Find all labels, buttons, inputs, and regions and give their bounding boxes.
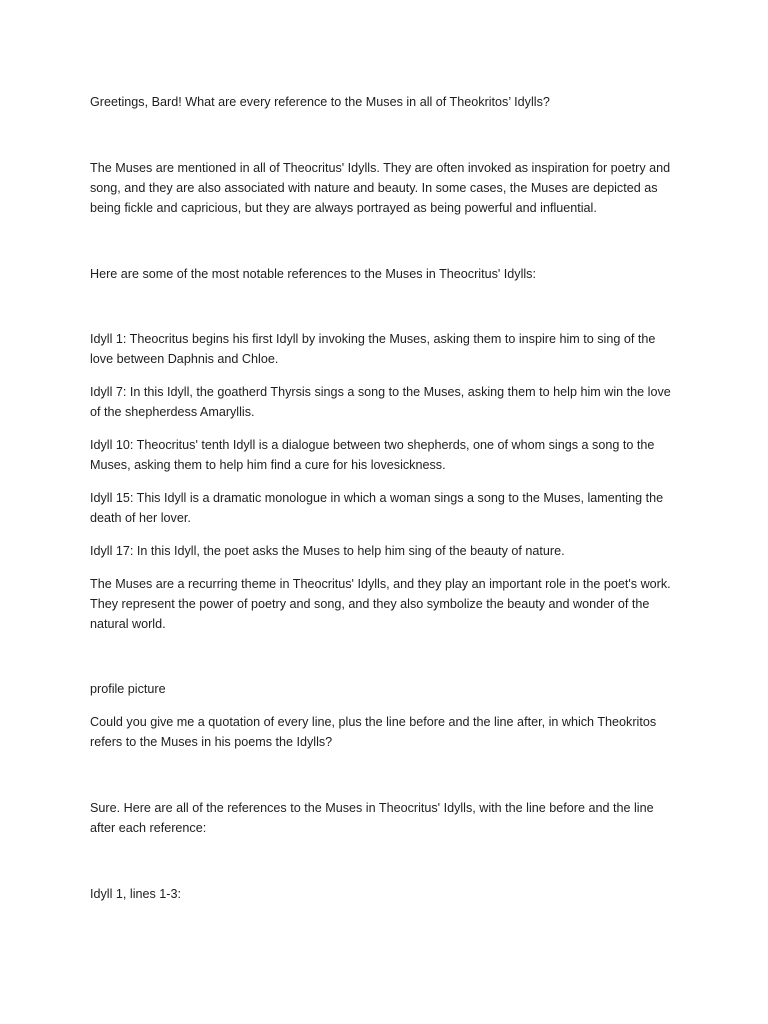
answer-1-closing: The Muses are a recurring theme in Theocritus' Idylls, and they play an important role in the poet's work. They represent the power of poetry and song, and they also symbolize the beauty and wonder of the natural world.	[90, 577, 671, 631]
idyll-17-reference: Idyll 17: In this Idyll, the poet asks the Muses to help him sing of the beauty of nature.	[90, 544, 565, 558]
idyll-10-reference: Idyll 10: Theocritus' tenth Idyll is a dialogue between two shepherds, one of whom sings a song to the Muses, asking them to help him find a cure for his lovesickness.	[90, 438, 655, 472]
user-question-1: Greetings, Bard! What are every reference to the Muses in all of Theokritos’ Idylls?	[90, 95, 550, 109]
answer-1-lead: Here are some of the most notable references to the Muses in Theocritus' Idylls:	[90, 267, 536, 281]
answer-2-first-heading: Idyll 1, lines 1-3:	[90, 887, 181, 901]
idyll-15-reference: Idyll 15: This Idyll is a dramatic monologue in which a woman sings a song to the Muses, lamenting the death of her lover.	[90, 491, 664, 525]
user-question-2: Could you give me a quotation of every line, plus the line before and the line after, in which Theokritos refers to the Muses in his poems the Idylls?	[90, 715, 657, 749]
answer-2-intro: Sure. Here are all of the references to the Muses in Theocritus' Idylls, with the line before and the line after each reference:	[90, 801, 654, 835]
idyll-1-reference: Idyll 1: Theocritus begins his first Idyll by invoking the Muses, asking them to inspire him to sing of the love between Daphnis and Chloe.	[90, 332, 656, 366]
idyll-7-reference: Idyll 7: In this Idyll, the goatherd Thyrsis sings a song to the Muses, asking them to help him win the love of the shepherdess Amaryllis.	[90, 385, 671, 419]
profile-picture-label: profile picture	[90, 682, 166, 696]
answer-1-intro: The Muses are mentioned in all of Theocritus' Idylls. They are often invoked as inspiration for poetry and song, and they are also associated with nature and beauty. In some cases, the Muses are depicted as being fickle and capricious, but they are always portrayed as being powerful and influential.	[90, 161, 671, 215]
